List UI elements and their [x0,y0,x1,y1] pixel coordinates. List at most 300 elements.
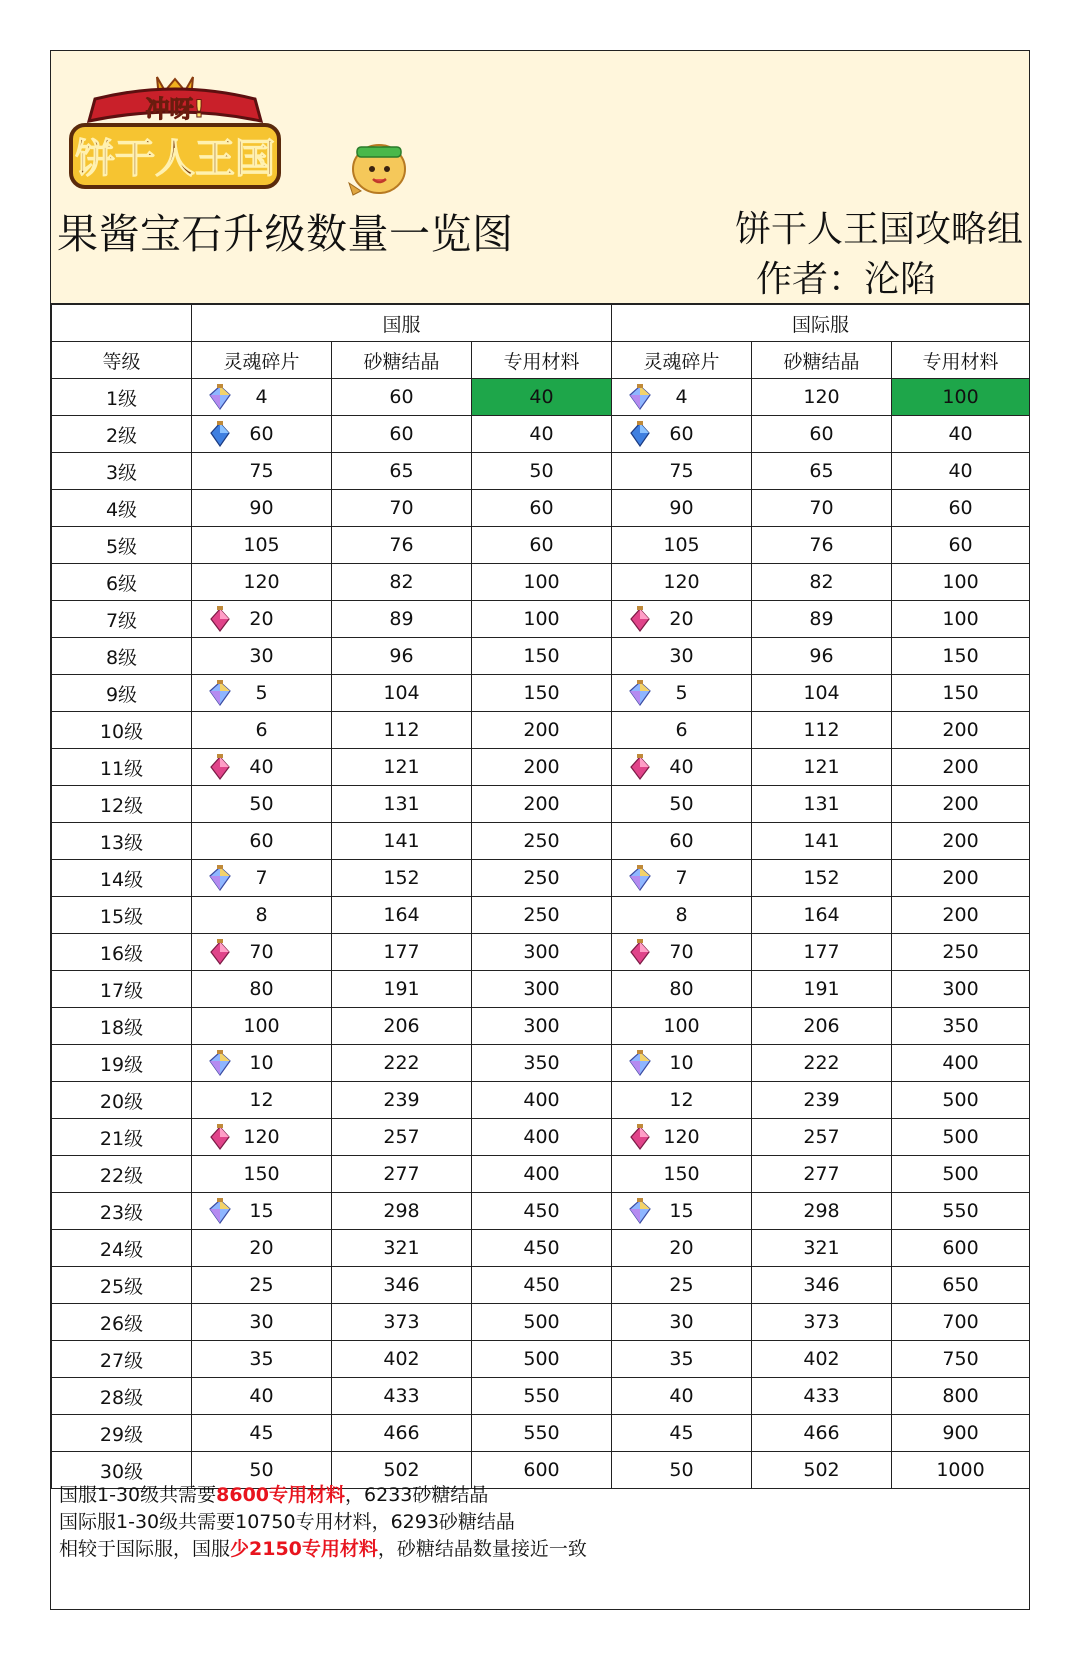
cn-material-cell [472,1119,612,1156]
cn-material-cell-value: 200 [523,793,560,815]
rainbow-gem-icon [628,384,652,410]
cn-soul-cell [192,823,332,860]
cn-material-cell [472,712,612,749]
intl-soul-cell [612,1008,752,1045]
cn-material-cell-value: 600 [523,1459,560,1481]
intl-soul-cell [612,1156,752,1193]
intl-sugar-cell-value: 298 [803,1200,840,1222]
intl-soul-cell-value: 120 [663,571,700,593]
cn-soul-cell [192,1341,332,1378]
intl-sugar-cell-value: 402 [803,1348,840,1370]
table-row [52,601,1030,638]
level-cell-value: 27级 [99,1349,144,1372]
intl-material-cell-value: 600 [942,1237,979,1259]
level-cell-value: 2级 [105,424,138,447]
intl-soul-cell [612,564,752,601]
intl-soul-cell-value: 6 [675,719,688,741]
level-cell-value: 25级 [99,1275,144,1298]
intl-soul-cell [612,1415,752,1452]
cn-material-cell [472,675,612,712]
summary-1-pre: 国服1-30级共需要 [59,1484,217,1506]
intl-material-cell-value: 250 [942,941,979,963]
intl-sugar-cell [752,1304,892,1341]
level-cell [52,675,192,712]
cn-material-cell [472,749,612,786]
intl-sugar-cell [752,1082,892,1119]
level-cell-value: 9级 [105,683,138,706]
intl-sugar-cell-value: 121 [803,756,840,778]
intl-soul-cell [612,786,752,823]
intl-soul-cell [612,601,752,638]
rainbow-gem-icon [208,680,232,706]
table-row [52,1230,1030,1267]
intl-soul-cell-value: 80 [669,978,694,1000]
table-row [52,453,1030,490]
table-row [52,379,1030,416]
game-logo [65,69,285,194]
level-cell-value: 11级 [99,757,144,780]
cn-soul-cell-value: 120 [243,571,280,593]
cn-material-cell-value: 500 [523,1311,560,1333]
cn-sugar-cell-value: 152 [383,867,420,889]
table-row [52,823,1030,860]
intl-sugar-cell [752,1415,892,1452]
rainbow-gem-icon [628,1050,652,1076]
level-cell [52,1415,192,1452]
intl-material-cell-value: 100 [942,386,979,408]
cn-material-cell [472,1415,612,1452]
intl-sugar-cell-value: 502 [803,1459,840,1481]
pink-gem-icon [208,754,232,780]
cn-sugar-cell [332,1156,472,1193]
level-cell [52,1119,192,1156]
cn-soul-cell-value: 30 [249,645,274,667]
intl-soul-cell [612,638,752,675]
cn-sugar-cell-value: 298 [383,1200,420,1222]
intl-material-cell [892,416,1030,453]
level-cell [52,897,192,934]
cn-material-cell-value: 550 [523,1422,560,1444]
intl-soul-cell-value: 90 [669,497,694,519]
summary-3-emphasis: 少2150专用材料 [230,1538,378,1560]
cn-soul-cell [192,860,332,897]
intl-sugar-cell-value: 277 [803,1163,840,1185]
cn-soul-cell-value: 15 [249,1200,274,1222]
intl-soul-cell-value: 50 [669,793,694,815]
cn-material-cell-value: 150 [523,645,560,667]
cn-soul-cell-value: 50 [249,793,274,815]
level-cell [52,1304,192,1341]
cn-sugar-cell-value: 277 [383,1163,420,1185]
cn-sugar-cell-value: 76 [389,534,414,556]
pink-gem-icon [628,1124,652,1150]
cn-sugar-cell-value: 141 [383,830,420,852]
level-cell-value: 1级 [105,387,138,410]
cn-soul-cell [192,786,332,823]
level-cell [52,934,192,971]
cn-soul-cell-value: 20 [249,608,274,630]
intl-material-cell [892,527,1030,564]
cn-sugar-cell [332,897,472,934]
intl-soul-cell-value: 10 [669,1052,694,1074]
level-cell-value: 10级 [99,720,144,743]
cn-soul-cell [192,1008,332,1045]
cn-soul-cell [192,712,332,749]
rainbow-gem-icon [628,680,652,706]
intl-sugar-cell-value: 191 [803,978,840,1000]
cn-material-cell-value: 500 [523,1348,560,1370]
intl-material-cell [892,1045,1030,1082]
intl-material-cell-value: 40 [948,460,973,482]
cn-soul-cell-value: 25 [249,1274,274,1296]
cn-material-cell-value: 250 [523,830,560,852]
table-row [52,1341,1030,1378]
sheet [50,50,1030,1610]
pink-gem-icon [628,939,652,965]
cn-sugar-cell-value: 346 [383,1274,420,1296]
cn-soul-cell-value: 60 [249,423,274,445]
cn-material-cell-value: 250 [523,867,560,889]
intl-material-cell [892,379,1030,416]
cn-sugar-cell [332,712,472,749]
cn-soul-cell [192,1193,332,1230]
pink-gem-icon [628,754,652,780]
intl-sugar-cell-value: 321 [803,1237,840,1259]
cn-soul-cell-value: 7 [255,867,268,889]
cn-soul-cell-value: 75 [249,460,274,482]
intl-material-cell-value: 200 [942,719,979,741]
intl-sugar-cell-value: 131 [803,793,840,815]
intl-soul-cell [612,934,752,971]
level-cell-value: 13级 [99,831,144,854]
intl-material-cell-value: 150 [942,645,979,667]
intl-soul-cell-value: 120 [663,1126,700,1148]
intl-soul-cell [612,527,752,564]
cn-soul-cell-value: 45 [249,1422,274,1444]
intl-sugar-cell-value: 76 [809,534,834,556]
cn-sugar-cell [332,749,472,786]
cn-material-cell-value: 40 [529,386,554,408]
intl-sugar-cell [752,527,892,564]
summary-1-post: ，6233砂糖结晶 [345,1484,489,1506]
pink-gem-icon [208,1124,232,1150]
cn-material-cell-value: 150 [523,682,560,704]
table-row [52,564,1030,601]
intl-sugar-cell-value: 112 [803,719,840,741]
table-row [52,1304,1030,1341]
cn-soul-cell-value: 70 [249,941,274,963]
intl-material-cell-value: 500 [942,1163,979,1185]
intl-sugar-cell [752,1045,892,1082]
cn-sugar-cell-value: 65 [389,460,414,482]
cn-material-cell [472,1156,612,1193]
cn-sugar-cell [332,1378,472,1415]
cn-sugar-cell-value: 104 [383,682,420,704]
intl-sugar-cell [752,1267,892,1304]
cn-sugar-cell-value: 206 [383,1015,420,1037]
intl-soul-cell-value: 150 [663,1163,700,1185]
cn-sugar-cell-value: 502 [383,1459,420,1481]
intl-material-cell-value: 650 [942,1274,979,1296]
intl-material-cell [892,601,1030,638]
cn-material-cell-value: 60 [529,497,554,519]
level-cell [52,638,192,675]
summary-line-3 [59,1536,1029,1563]
intl-soul-cell-value: 15 [669,1200,694,1222]
rainbow-gem-icon [208,384,232,410]
level-cell [52,379,192,416]
intl-material-cell-value: 500 [942,1126,979,1148]
intl-material-cell [892,675,1030,712]
cn-material-cell [472,1341,612,1378]
table-row [52,897,1030,934]
cn-material-cell-value: 550 [523,1385,560,1407]
cn-sugar-cell [332,1304,472,1341]
cn-sugar-cell [332,1267,472,1304]
intl-soul-cell [612,749,752,786]
cn-material-cell [472,453,612,490]
cn-sugar-cell [332,675,472,712]
level-cell [52,601,192,638]
intl-soul-cell [612,379,752,416]
intl-sugar-cell [752,897,892,934]
cn-soul-cell [192,934,332,971]
cn-material-cell-value: 300 [523,978,560,1000]
intl-soul-cell [612,453,752,490]
cn-sugar-cell [332,1008,472,1045]
level-cell [52,1378,192,1415]
cn-sugar-cell [332,1341,472,1378]
table-row [52,1415,1030,1452]
cn-soul-cell-value: 90 [249,497,274,519]
cn-material-cell [472,1267,612,1304]
intl-material-cell-value: 60 [948,497,973,519]
cn-sugar-cell-value: 222 [383,1052,420,1074]
cn-sugar-cell-value: 60 [389,423,414,445]
level-cell [52,1008,192,1045]
cn-material-cell [472,490,612,527]
summary-notes [51,1468,1029,1563]
table-row [52,1193,1030,1230]
level-cell-value: 24级 [99,1238,144,1261]
intl-material-cell [892,786,1030,823]
summary-1-emphasis: 8600专用材料 [216,1484,346,1506]
cn-sugar-cell [332,1415,472,1452]
intl-sugar-cell-value: 177 [803,941,840,963]
intl-soul-cell-value: 50 [669,1459,694,1481]
intl-material-cell [892,897,1030,934]
cn-sugar-cell [332,786,472,823]
intl-soul-cell-value: 45 [669,1422,694,1444]
intl-sugar-cell-value: 222 [803,1052,840,1074]
cn-soul-cell-value: 150 [243,1163,280,1185]
intl-material-cell-value: 300 [942,978,979,1000]
intl-sugar-cell-value: 239 [803,1089,840,1111]
col-header-level: 等级 [52,342,192,379]
level-cell-value: 23级 [99,1201,144,1224]
level-cell [52,749,192,786]
intl-sugar-cell-value: 60 [809,423,834,445]
cn-soul-cell-value: 100 [243,1015,280,1037]
intl-soul-cell-value: 100 [663,1015,700,1037]
intl-material-cell-value: 200 [942,830,979,852]
intl-soul-cell [612,712,752,749]
table-row [52,934,1030,971]
intl-material-cell [892,971,1030,1008]
intl-material-cell-value: 400 [942,1052,979,1074]
cn-sugar-cell [332,416,472,453]
rainbow-gem-icon [628,1198,652,1224]
summary-line-2: 国际服1-30级共需要10750专用材料，6293砂糖结晶 [59,1511,515,1533]
intl-material-cell-value: 40 [948,423,973,445]
cn-material-cell-value: 50 [529,460,554,482]
rainbow-gem-icon [208,1198,232,1224]
intl-material-cell [892,1378,1030,1415]
intl-sugar-cell [752,490,892,527]
cn-sugar-cell [332,564,472,601]
table-row [52,971,1030,1008]
cn-material-cell-value: 200 [523,719,560,741]
intl-soul-cell [612,823,752,860]
table-row [52,1267,1030,1304]
intl-sugar-cell [752,749,892,786]
cn-material-cell [472,971,612,1008]
table-row [52,786,1030,823]
col-header-cn-soul: 灵魂碎片 [192,342,332,379]
intl-sugar-cell-value: 257 [803,1126,840,1148]
intl-material-cell-value: 350 [942,1015,979,1037]
cn-sugar-cell [332,1119,472,1156]
intl-soul-cell-value: 5 [675,682,688,704]
cn-sugar-cell [332,934,472,971]
intl-sugar-cell-value: 206 [803,1015,840,1037]
level-cell-value: 19级 [99,1053,144,1076]
table-row [52,638,1030,675]
intl-sugar-cell [752,860,892,897]
intl-soul-cell-value: 25 [669,1274,694,1296]
level-cell [52,1156,192,1193]
level-cell [52,823,192,860]
cn-soul-cell [192,527,332,564]
cn-sugar-cell-value: 96 [389,645,414,667]
cn-sugar-cell-value: 433 [383,1385,420,1407]
intl-material-cell [892,1341,1030,1378]
cn-sugar-cell [332,527,472,564]
summary-3-pre: 相较于国际服，国服 [59,1538,231,1560]
cn-sugar-cell [332,601,472,638]
intl-sugar-cell-value: 346 [803,1274,840,1296]
cn-soul-cell-value: 105 [243,534,280,556]
cn-material-cell [472,897,612,934]
cn-soul-cell [192,564,332,601]
cn-material-cell [472,416,612,453]
intl-soul-cell-value: 7 [675,867,688,889]
cn-soul-cell [192,1045,332,1082]
level-cell-value: 4级 [105,498,138,521]
cn-soul-cell-value: 4 [255,386,268,408]
cn-sugar-cell-value: 164 [383,904,420,926]
cn-sugar-cell [332,1082,472,1119]
intl-material-cell-value: 200 [942,904,979,926]
intl-material-cell-value: 200 [942,867,979,889]
level-cell-value: 17级 [99,979,144,1002]
level-cell-value: 6级 [105,572,138,595]
intl-sugar-cell-value: 120 [803,386,840,408]
cn-material-cell-value: 40 [529,423,554,445]
cn-soul-cell [192,1304,332,1341]
cn-soul-cell-value: 120 [243,1126,280,1148]
intl-sugar-cell [752,1378,892,1415]
cn-material-cell [472,379,612,416]
intl-sugar-cell [752,1119,892,1156]
intl-soul-cell-value: 30 [669,1311,694,1333]
intl-sugar-cell-value: 141 [803,830,840,852]
cn-material-cell [472,1082,612,1119]
intl-sugar-cell-value: 96 [809,645,834,667]
cn-material-cell [472,860,612,897]
level-cell [52,712,192,749]
intl-material-cell [892,453,1030,490]
cn-material-cell-value: 200 [523,756,560,778]
intl-soul-cell-value: 60 [669,423,694,445]
intl-sugar-cell [752,1230,892,1267]
table-row [52,1378,1030,1415]
cn-soul-cell [192,897,332,934]
level-cell [52,527,192,564]
cn-soul-cell [192,1267,332,1304]
cn-sugar-cell-value: 321 [383,1237,420,1259]
intl-soul-cell [612,1230,752,1267]
intl-sugar-cell [752,1008,892,1045]
intl-material-cell-value: 900 [942,1422,979,1444]
intl-soul-cell [612,1193,752,1230]
cn-material-cell [472,601,612,638]
intl-sugar-cell-value: 164 [803,904,840,926]
cn-material-cell-value: 450 [523,1237,560,1259]
intl-soul-cell [612,1304,752,1341]
intl-soul-cell-value: 75 [669,460,694,482]
intl-material-cell [892,1304,1030,1341]
cn-material-cell [472,1230,612,1267]
cn-soul-cell [192,1415,332,1452]
col-header-cn-material: 专用材料 [472,342,612,379]
level-cell [52,490,192,527]
intl-soul-cell-value: 40 [669,756,694,778]
cn-soul-cell-value: 8 [255,904,268,926]
col-header-intl-soul: 灵魂碎片 [612,342,752,379]
intl-material-cell [892,1415,1030,1452]
cn-sugar-cell-value: 112 [383,719,420,741]
cn-material-cell [472,1304,612,1341]
intl-material-cell [892,564,1030,601]
intl-sugar-cell [752,453,892,490]
level-cell-value: 29级 [99,1423,144,1446]
rainbow-gem-icon [208,1050,232,1076]
intl-sugar-cell [752,675,892,712]
intl-material-cell [892,1119,1030,1156]
cn-sugar-cell [332,1045,472,1082]
intl-sugar-cell-value: 433 [803,1385,840,1407]
cn-sugar-cell [332,860,472,897]
pink-gem-icon [208,939,232,965]
cn-sugar-cell-value: 239 [383,1089,420,1111]
table-row [52,1082,1030,1119]
cn-soul-cell [192,1119,332,1156]
intl-soul-cell-value: 30 [669,645,694,667]
level-cell [52,1082,192,1119]
cn-sugar-cell-value: 89 [389,608,414,630]
rainbow-gem-icon [208,865,232,891]
